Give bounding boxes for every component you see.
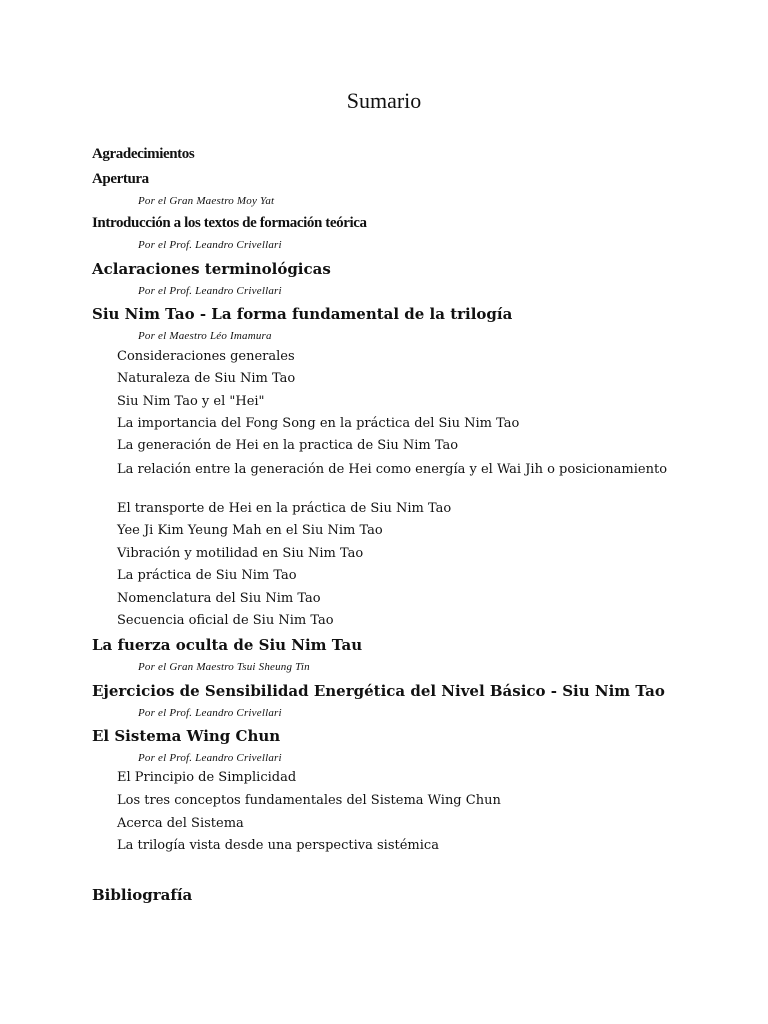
toc-subentry: La generación de Hei en la practica de Siu Nim Tao (117, 438, 459, 453)
toc-subentry: La trilogía vista desde una perspectiva sistémica (117, 838, 439, 853)
toc-author: Por el Prof. Leandro Crivellari (138, 752, 282, 764)
toc-author: Por el Gran Maestro Tsui Sheung Tin (138, 661, 310, 673)
toc-author: Por el Prof. Leandro Crivellari (138, 239, 282, 251)
toc-heading-ejercicios: Ejercicios de Sensibilidad Energética del Nivel Básico - Siu Nim Tao (92, 682, 665, 700)
page-title: Sumario (346, 88, 422, 113)
toc-subentry: Consideraciones generales (117, 349, 295, 364)
toc-subentry: Acerca del Sistema (117, 816, 244, 831)
toc-subentry: La relación entre la generación de Hei como energía y el Wai Jih o posicionamiento (117, 462, 668, 477)
toc-subentry: El Principio de Simplicidad (117, 770, 297, 785)
toc-heading-sistema-wing-chun: El Sistema Wing Chun (92, 727, 281, 745)
toc-subentry: Siu Nim Tao y el "Hei" (117, 394, 265, 409)
toc-heading-apertura: Apertura (92, 171, 149, 187)
toc-author: Por el Gran Maestro Moy Yat (138, 195, 275, 207)
toc-subentry: La práctica de Siu Nim Tao (117, 568, 297, 583)
toc-subentry: Naturaleza de Siu Nim Tao (117, 371, 296, 386)
toc-author: Por el Maestro Léo Imamura (138, 330, 272, 342)
toc-heading-fuerza-oculta: La fuerza oculta de Siu Nim Tau (92, 636, 363, 654)
toc-author: Por el Prof. Leandro Crivellari (138, 285, 282, 297)
toc-subentry: Secuencia oficial de Siu Nim Tao (117, 613, 334, 628)
toc-subentry: Yee Ji Kim Yeung Mah en el Siu Nim Tao (117, 523, 383, 538)
toc-subentry: Vibración y motilidad en Siu Nim Tao (117, 546, 364, 561)
toc-author: Por el Prof. Leandro Crivellari (138, 707, 282, 719)
toc-subentry: Los tres conceptos fundamentales del Sistema Wing Chun (117, 793, 501, 808)
toc-subentry: Nomenclatura del Siu Nim Tao (117, 591, 321, 606)
toc-heading-aclaraciones: Aclaraciones terminológicas (92, 260, 331, 278)
toc-heading-introduccion: Introducción a los textos de formación teórica (92, 215, 367, 231)
toc-heading-bibliografia: Bibliografía (92, 886, 193, 904)
toc-subentry: La importancia del Fong Song en la práctica del Siu Nim Tao (117, 416, 520, 431)
toc-subentry: El transporte de Hei en la práctica de Siu Nim Tao (117, 501, 452, 516)
toc-heading-siu-nim-tao: Siu Nim Tao - La forma fundamental de la trilogía (92, 305, 513, 323)
toc-heading-agradecimientos: Agradecimientos (92, 146, 195, 162)
